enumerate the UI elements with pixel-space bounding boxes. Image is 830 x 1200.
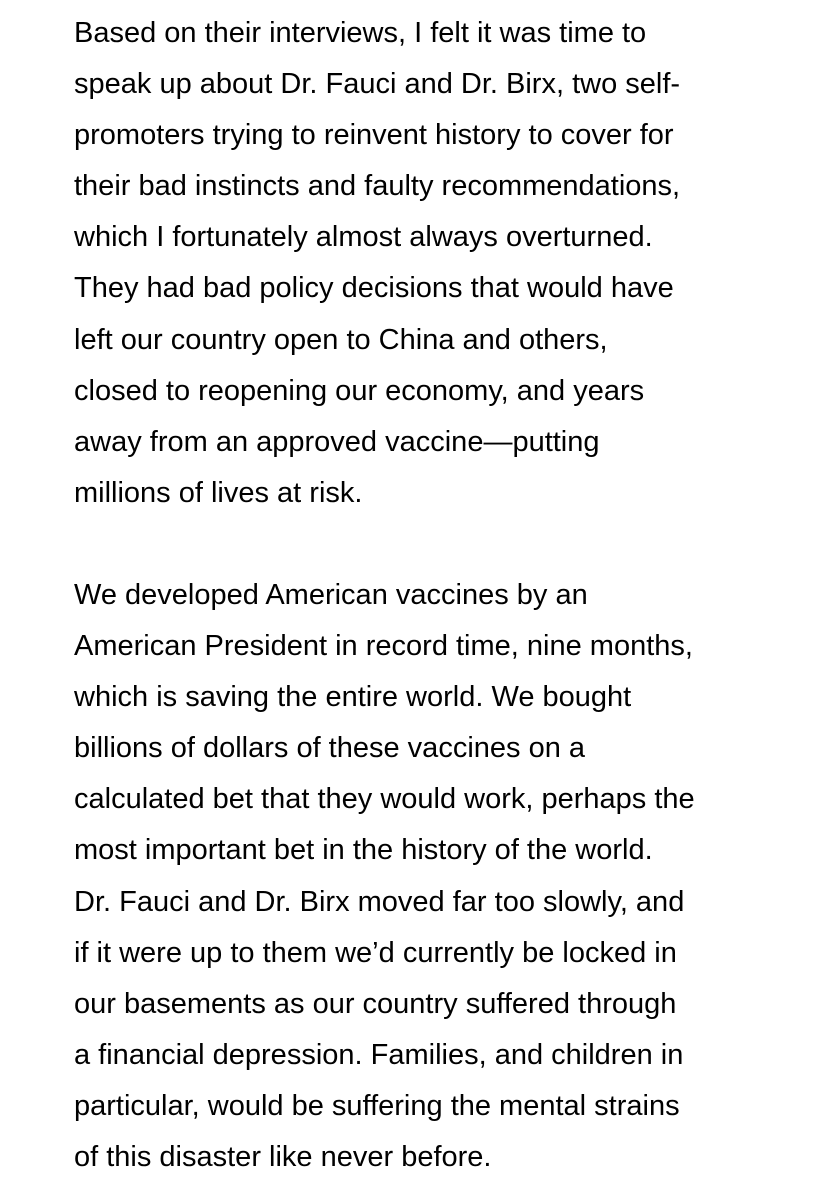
- text-line: most important bet in the history of the world.: [74, 834, 653, 867]
- text-line: American President in record time, nine months,: [74, 630, 693, 663]
- text-line: a financial depression. Families, and children in: [74, 1038, 684, 1071]
- text-line: if it were up to them we’d currently be locked in: [74, 936, 677, 969]
- text-line: We developed American vaccines by an: [74, 578, 588, 611]
- text-line: left our country open to China and others,: [74, 323, 608, 356]
- text-line: Dr. Fauci and Dr. Birx moved far too slowly, and: [74, 885, 685, 918]
- text-line: their bad instincts and faulty recommendations,: [74, 170, 681, 203]
- paragraph-2: [74, 570, 814, 1183]
- text-line: away from an approved vaccine—putting: [74, 425, 600, 458]
- text-line: billions of dollars of these vaccines on a: [74, 732, 586, 765]
- text-line: calculated bet that they would work, perhaps the: [74, 783, 695, 816]
- text-line: of this disaster like never before.: [74, 1140, 492, 1173]
- statement-document: [74, 8, 814, 1183]
- text-line: particular, would be suffering the mental strains: [74, 1089, 680, 1122]
- text-line: They had bad policy decisions that would have: [74, 272, 674, 305]
- text-line: millions of lives at risk.: [74, 476, 363, 509]
- text-line: promoters trying to reinvent history to cover for: [74, 119, 674, 152]
- text-line: Based on their interviews, I felt it was time to: [74, 17, 647, 49]
- text-line: speak up about Dr. Fauci and Dr. Birx, two self-: [74, 68, 681, 101]
- text-line: which I fortunately almost always overturned.: [74, 221, 653, 254]
- text-line: our basements as our country suffered through: [74, 987, 677, 1020]
- text-line: closed to reopening our economy, and years: [74, 374, 645, 407]
- paragraph-1: [74, 8, 814, 519]
- text-line: which is saving the entire world. We bought: [74, 681, 632, 714]
